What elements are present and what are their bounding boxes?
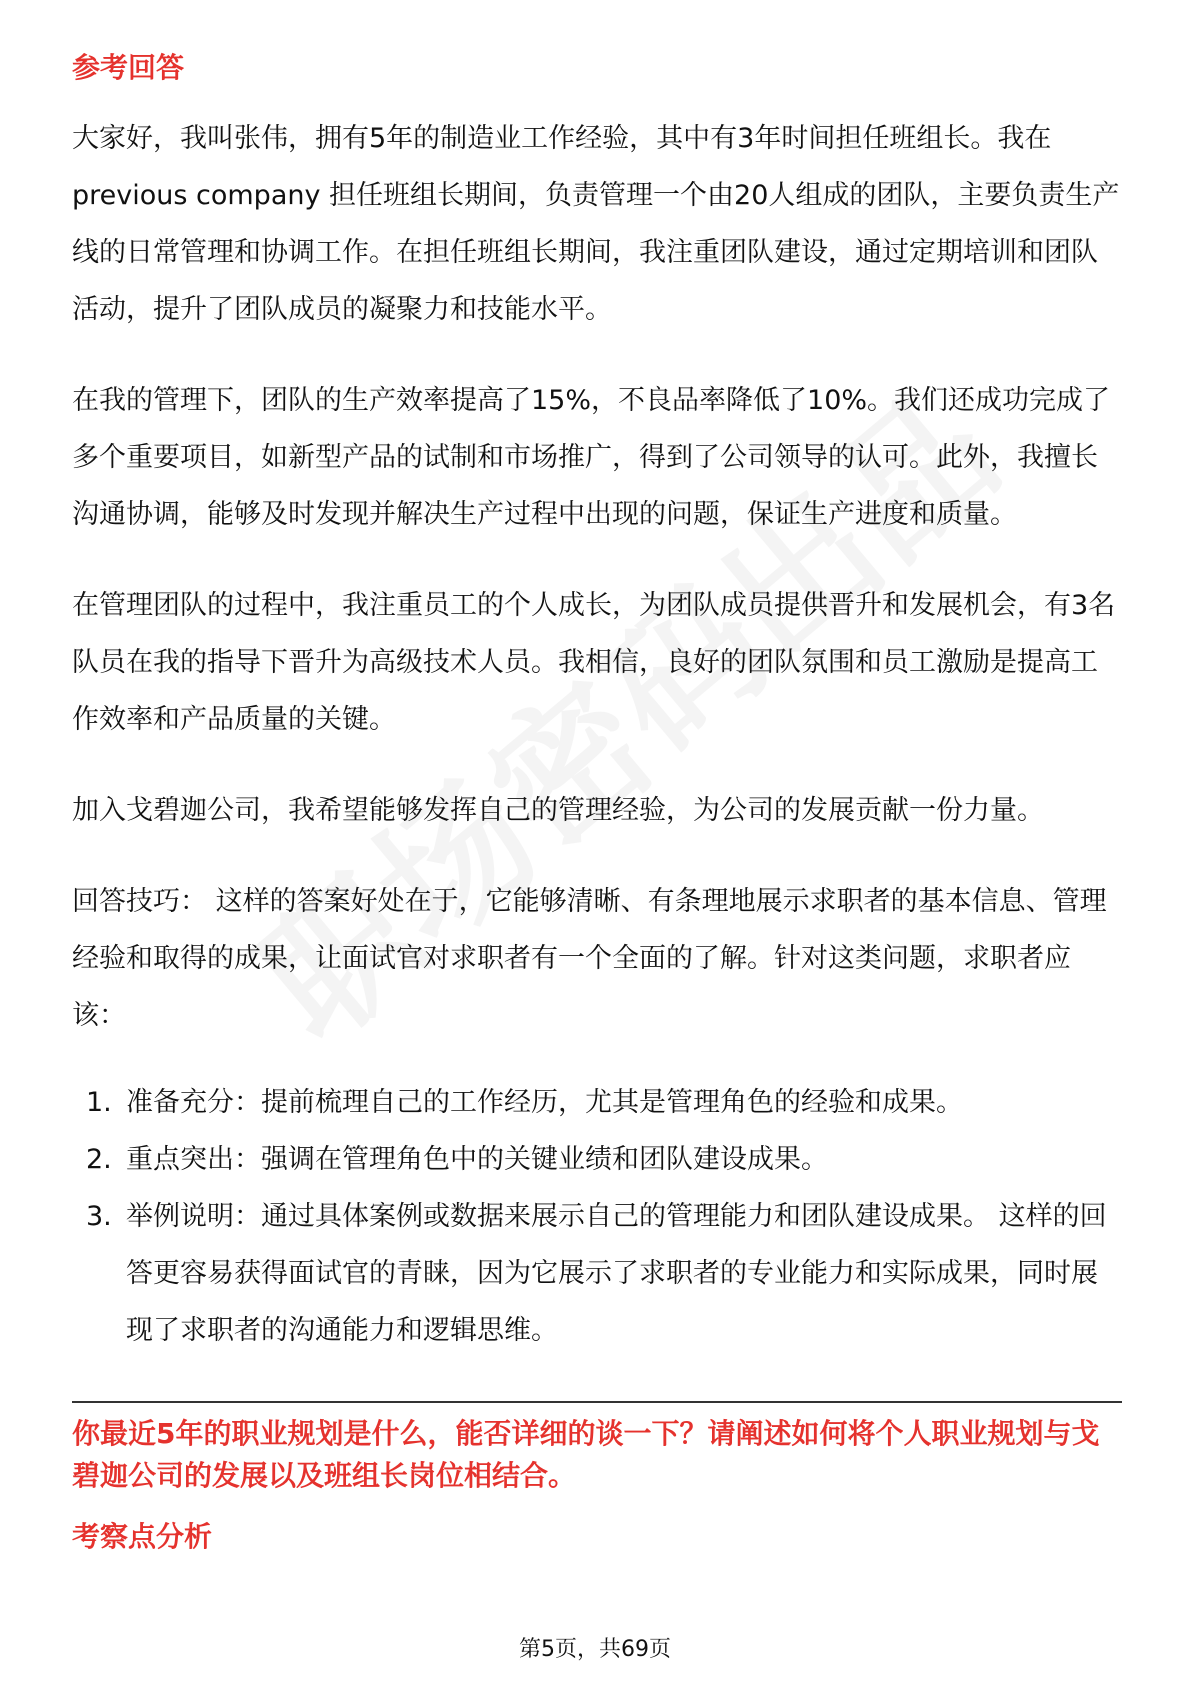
paragraph-join: 加入戈碧迦公司，我希望能够发挥自己的管理经验，为公司的发展贡献一份力量。 bbox=[72, 795, 1044, 826]
paragraph-team-growth: 在管理团队的过程中，我注重员工的个人成长，为团队成员提供晋升和发展机会，有3名队员在我的指导下晋升为高级技术人员。我相信，良好的团队氛围和员工激励是提高工作效率和产品质量的关键。 bbox=[72, 590, 1116, 735]
content bbox=[72, 48, 1122, 1557]
paragraph-achievements: 在我的管理下，团队的生产效率提高了15%，不良品率降低了10%。我们还成功完成了多个重要项目，如新型产品的试制和市场推广，得到了公司领导的认可。此外，我擅长沟通协调，能够及时发现并解决生产过程中出现的问题，保证生产进度和质量。 bbox=[72, 385, 1111, 530]
list-item: 1. 准备充分：提前梳理自己的工作经历，尤其是管理角色的经验和成果。 bbox=[86, 1087, 963, 1118]
page-number: 第5页，共69页 bbox=[519, 1637, 671, 1662]
list-item: 3. 举例说明：通过具体案例或数据来展示自己的管理能力和团队建设成果。 这样的回答更容易获得面试官的青睐，因为它展示了求职者的专业能力和实际成果，同时展现了求职者的沟通能力和逻辑思维。 bbox=[86, 1201, 1107, 1346]
paragraph-intro: 大家好，我叫张伟，拥有5年的制造业工作经验，其中有3年时间担任班组长。我在previous company 担任班组长期间，负责管理一个由20人组成的团队，主要负责生产线的日常管理和协调工作。在担任班组长期间，我注重团队建设，通过定期培训和团队活动，提升了团队成员的凝聚力和技能水平。 bbox=[72, 123, 1120, 325]
paragraph-tips-intro: 回答技巧： 这样的答案好处在于，它能够清晰、有条理地展示求职者的基本信息、管理经验和取得的成果，让面试官对求职者有一个全面的了解。针对这类问题，求职者应该： bbox=[72, 886, 1107, 1031]
list-item: 2. 重点突出：强调在管理角色中的关键业绩和团队建设成果。 bbox=[86, 1144, 828, 1175]
section-title-reference-answer: 参考回答 bbox=[72, 51, 185, 84]
tips-list bbox=[72, 1074, 1122, 1359]
interview-question: 你最近5年的职业规划是什么，能否详细的谈一下？请阐述如何将个人职业规划与戈碧迦公司的发展以及班组长岗位相结合。 bbox=[72, 1417, 1100, 1492]
section-title-analysis: 考察点分析 bbox=[72, 1520, 213, 1553]
